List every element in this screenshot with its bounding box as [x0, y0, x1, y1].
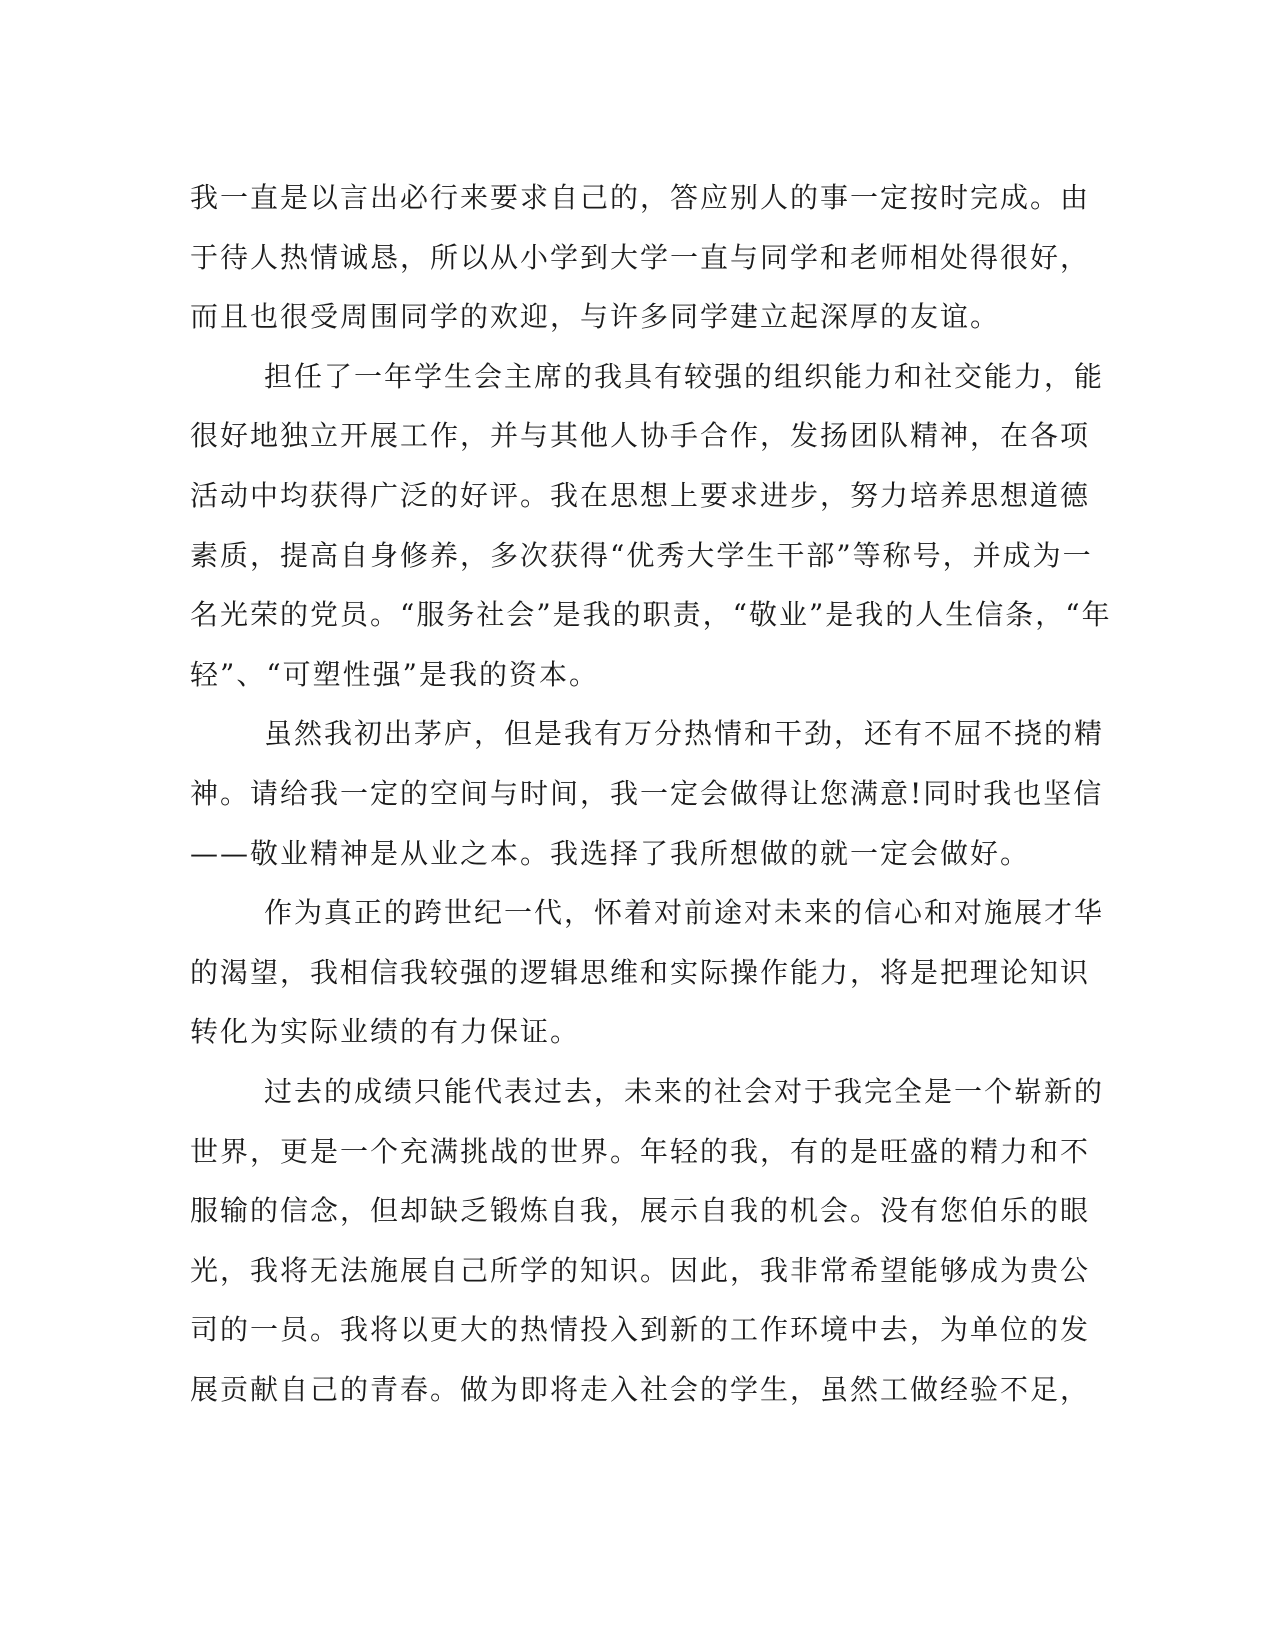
text-line: 活动中均获得广泛的好评。我在思想上要求进步，努力培养思想道德	[190, 478, 1091, 512]
document-body	[190, 168, 1112, 1419]
paragraph-first-line: 过去的成绩只能代表过去，未来的社会对于我完全是一个崭新的	[264, 1074, 1105, 1108]
text-line: 名光荣的党员。“服务社会”是我的职责，“敬业”是我的人生信条，“年	[190, 598, 1112, 632]
text-line: 展贡献自己的青春。做为即将走入社会的学生，虽然工做经验不足，	[190, 1372, 1091, 1406]
paragraph-first-line: 虽然我初出茅庐，但是我有万分热情和干劲，还有不屈不挠的精	[264, 717, 1105, 751]
text-line: 服输的信念，但却缺乏锻炼自我，展示自我的机会。没有您伯乐的眼	[190, 1194, 1091, 1228]
text-line: 司的一员。我将以更大的热情投入到新的工作环境中去，为单位的发	[190, 1313, 1091, 1347]
text-line: ——敬业精神是从业之本。我选择了我所想做的就一定会做好。	[190, 836, 1031, 870]
text-line: 神。请给我一定的空间与时间，我一定会做得让您满意!同时我也坚信	[190, 776, 1104, 810]
text-line: 光，我将无法施展自己所学的知识。因此，我非常希望能够成为贵公	[190, 1253, 1091, 1287]
text-line: 轻”、“可塑性强”是我的资本。	[190, 657, 599, 691]
text-line: 于待人热情诚恳，所以从小学到大学一直与同学和老师相处得很好，	[190, 240, 1091, 274]
text-line: 转化为实际业绩的有力保证。	[190, 1015, 581, 1049]
text-line: 很好地独立开展工作，并与其他人协手合作，发扬团队精神，在各项	[190, 419, 1091, 453]
text-line: 而且也很受周围同学的欢迎，与许多同学建立起深厚的友谊。	[190, 300, 1001, 334]
text-line: 的渴望，我相信我较强的逻辑思维和实际操作能力，将是把理论知识	[190, 955, 1091, 989]
paragraph-first-line: 作为真正的跨世纪一代，怀着对前途对未来的信心和对施展才华	[264, 896, 1105, 930]
text-line: 世界，更是一个充满挑战的世界。年轻的我，有的是旺盛的精力和不	[190, 1134, 1091, 1168]
text-line: 素质，提高自身修养，多次获得“优秀大学生干部”等称号，并成为一	[190, 538, 1093, 572]
text-line: 我一直是以言出必行来要求自己的，答应别人的事一定按时完成。由	[190, 181, 1091, 214]
paragraph-first-line: 担任了一年学生会主席的我具有较强的组织能力和社交能力，能	[264, 359, 1105, 393]
